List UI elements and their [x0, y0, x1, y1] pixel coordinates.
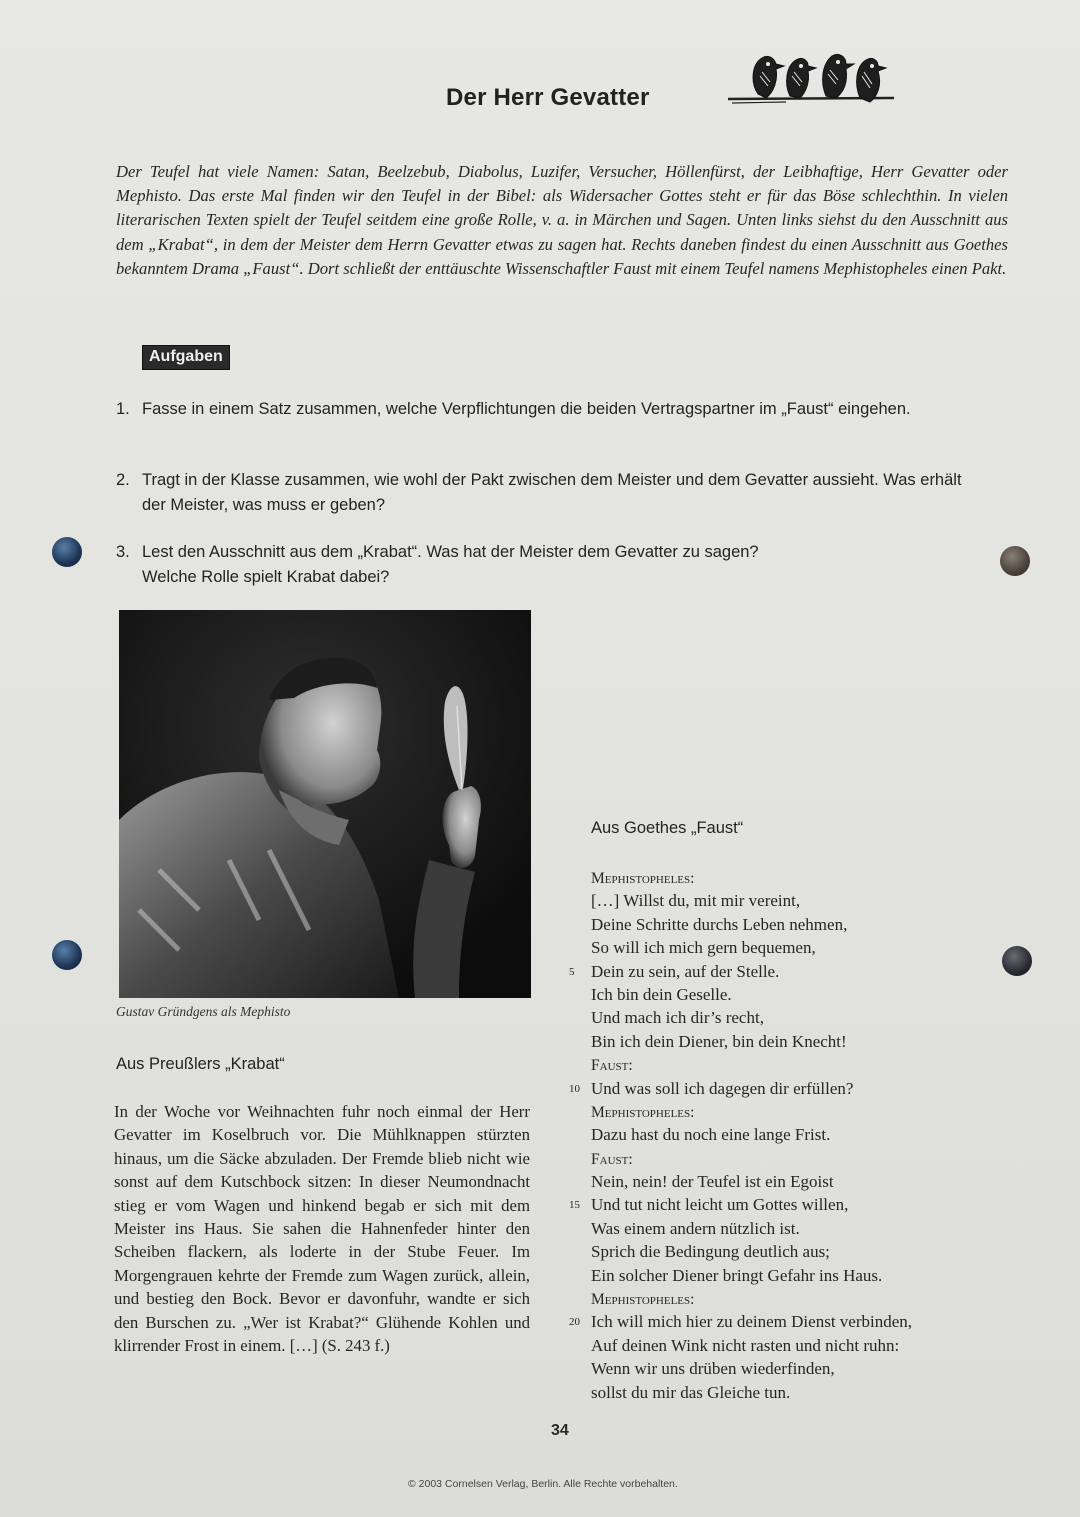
line-text: Faust:	[591, 1150, 633, 1168]
faust-excerpt	[569, 866, 913, 1404]
line-text: Ich bin dein Geselle.	[591, 984, 732, 1004]
task-text: Fasse in einem Satz zusammen, welche Verpflichtungen die beiden Vertragspartner im „Faust“ eingehen.	[142, 400, 911, 418]
verse-line	[591, 1357, 912, 1380]
speaker-label	[591, 1053, 912, 1076]
verse-line	[591, 1006, 912, 1029]
line-text: Und was soll ich dagegen dir erfüllen?	[591, 1078, 854, 1098]
line-text: sollst du mir das Gleiche tun.	[591, 1382, 791, 1402]
line-text: So will ich mich gern bequemen,	[591, 938, 816, 958]
speaker-label	[591, 866, 912, 889]
verse-line	[591, 1123, 912, 1146]
line-text: Bin ich dein Diener, bin dein Knecht!	[591, 1031, 847, 1051]
crows-on-branch-illustration	[728, 42, 894, 118]
punch-hole	[52, 940, 82, 970]
line-text: Mephistopheles:	[591, 1103, 695, 1121]
verse-line	[591, 1030, 912, 1053]
verse-line	[591, 983, 912, 1006]
line-text: Ich will mich hier zu deinem Dienst verbinden,	[591, 1312, 913, 1332]
verse-line	[591, 1334, 912, 1357]
speaker-label	[591, 1147, 912, 1170]
verse-line	[591, 1381, 912, 1404]
task-item	[116, 468, 996, 518]
faust-heading: Aus Goethes „Faust“	[591, 819, 744, 837]
line-text: Dazu hast du noch eine lange Frist.	[591, 1125, 831, 1145]
krabat-heading: Aus Preußlers „Krabat“	[116, 1055, 285, 1073]
krabat-excerpt: In der Woche vor Weihnachten fuhr noch einmal der Herr Gevatter im Koselbruch vor. Die Mühlknappen stürzten hinaus, um die Säcke abzuladen. Der Fremde blieb nicht wie sonst auf dem Kutschbock sitzen: In dieser Neumondnacht stieg er vom Wagen und hinkend begab er sich mit dem Meister ins Haus. Sie sahen die Hahnenfeder hinter den Scheiben flackern, als loderte in der Stube Feuer. Im Morgengrauen kehrte der Fremde zum Wagen zurück, allein, und bestieg den Bock. Bevor er davonfuhr, wandte er sich den Burschen zu. „Wer ist Krabat?“ Glühende Kohlen und klirrender Frost in einem. […] (S. 243 f.)	[114, 1102, 530, 1356]
verse-line	[591, 913, 912, 936]
verse-line	[591, 936, 912, 959]
punch-hole	[52, 537, 82, 567]
verse-line	[591, 1217, 912, 1240]
line-text: Und tut nicht leicht um Gottes willen,	[591, 1195, 849, 1215]
verse-line	[569, 1193, 912, 1216]
verse-line	[591, 1264, 912, 1287]
mephisto-photo	[119, 610, 531, 998]
tasks-label: Aufgaben	[142, 345, 230, 370]
verse-line	[569, 960, 912, 983]
page-title: Der Herr Gevatter	[446, 84, 650, 111]
line-text: Mephistopheles:	[591, 1291, 695, 1309]
line-number: 10	[569, 1082, 580, 1095]
verse-line	[591, 1170, 912, 1193]
task-number: 3.	[116, 543, 130, 561]
line-text: Nein, nein! der Teufel ist ein Egoist	[591, 1172, 834, 1192]
task-text: Lest den Ausschnitt aus dem „Krabat“. Was hat der Meister dem Gevatter zu sagen? Welche Rolle spielt Krabat dabei?	[142, 543, 759, 586]
line-text: Und mach ich dir’s recht,	[591, 1008, 764, 1028]
punch-hole	[1000, 546, 1030, 576]
line-number: 20	[569, 1316, 580, 1329]
copyright-notice: © 2003 Cornelsen Verlag, Berlin. Alle Rechte vorbehalten.	[408, 1478, 678, 1490]
task-number: 1.	[116, 400, 130, 418]
line-text: Auf deinen Wink nicht rasten und nicht ruhn:	[591, 1335, 900, 1355]
line-text: Wenn wir uns drüben wiederfinden,	[591, 1359, 835, 1379]
task-item	[116, 540, 996, 590]
line-text: […] Willst du, mit mir vereint,	[591, 891, 801, 911]
line-text: Dein zu sein, auf der Stelle.	[591, 961, 780, 981]
verse-line	[569, 1310, 913, 1333]
line-text: Faust:	[591, 1057, 633, 1075]
verse-line	[569, 1077, 912, 1100]
line-text: Sprich die Bedingung deutlich aus;	[591, 1242, 830, 1262]
line-text: Mephistopheles:	[591, 870, 695, 887]
line-number: 5	[569, 965, 575, 978]
intro-paragraph: Der Teufel hat viele Namen: Satan, Beelzebub, Diabolus, Luzifer, Versucher, Höllenfürst, der Leibhaftige, Herr Gevatter oder Mephisto. Das erste Mal finden wir den Teufel in der Bibel: als Widersacher Gottes steht er für das Böse schlechthin. In vielen literarischen Texten spielt der Teufel seitdem eine große Rolle, v. a. in Märchen und Sagen. Unten links siehst du den Ausschnitt aus dem „Krabat“, in dem der Meister dem Herrn Gevatter etwas zu sagen hat. Rechts daneben findest du einen Ausschnitt aus Goethes bekanntem Drama „Faust“. Dort schließt der enttäuschte Wissenschaftler Faust mit einem Teufel namens Mephistopheles einen Pakt.	[116, 162, 1008, 278]
speaker-label	[591, 1100, 912, 1123]
photo-caption: Gustav Gründgens als Mephisto	[116, 1004, 291, 1019]
task-text: Tragt in der Klasse zusammen, wie wohl der Pakt zwischen dem Meister und dem Gevatter aussieht. Was erhält der Meister, was muss er geben?	[142, 471, 962, 514]
task-item	[116, 397, 996, 422]
verse-line	[591, 1240, 912, 1263]
verse-line	[591, 889, 912, 912]
line-text: Ein solcher Diener bringt Gefahr ins Haus.	[591, 1265, 883, 1285]
task-number: 2.	[116, 471, 130, 489]
speaker-label	[591, 1287, 912, 1310]
line-text: Was einem andern nützlich ist.	[591, 1218, 800, 1238]
line-text: Deine Schritte durchs Leben nehmen,	[591, 914, 848, 934]
line-number: 15	[569, 1199, 580, 1212]
page-number: 34	[551, 1422, 569, 1439]
punch-hole	[1002, 946, 1032, 976]
